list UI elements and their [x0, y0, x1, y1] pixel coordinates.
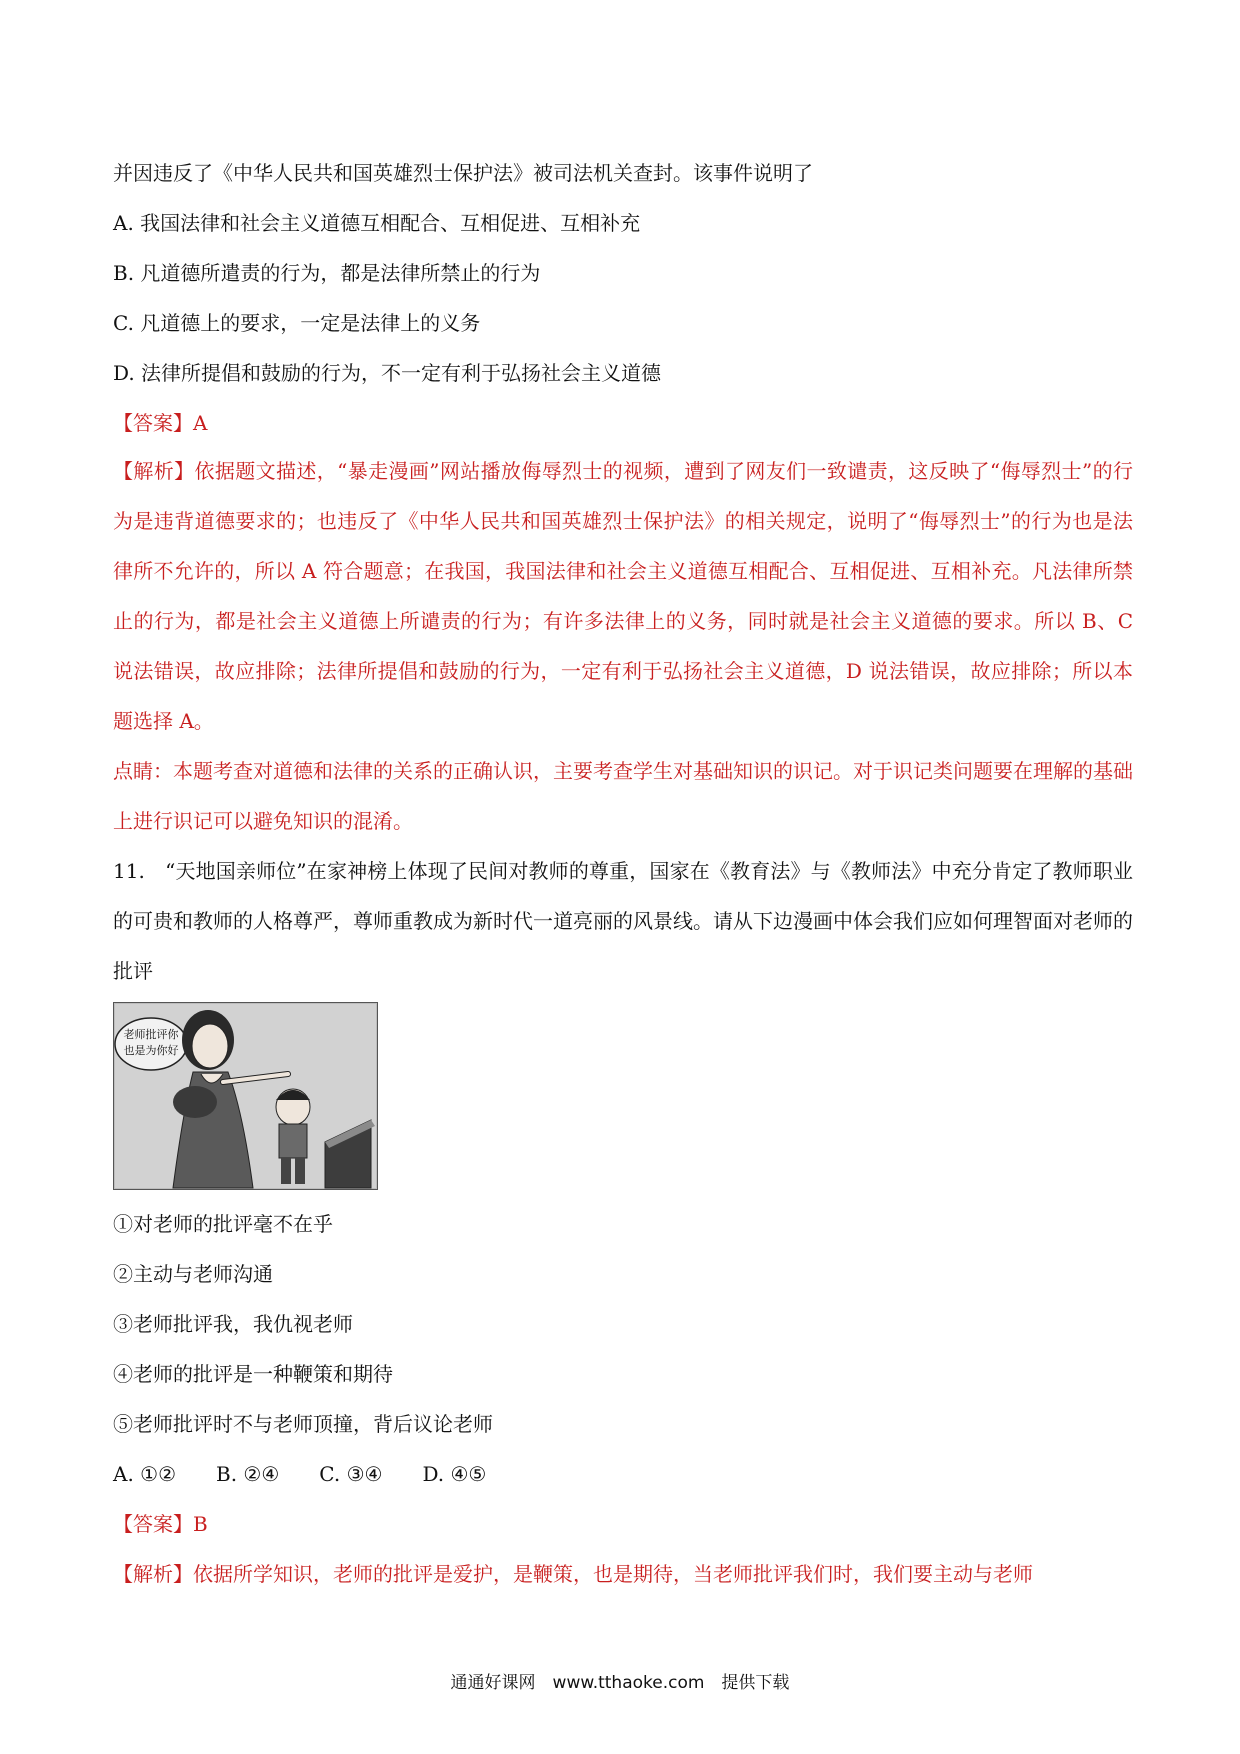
q11-choices: A. ①② B. ②④ C. ③④ D. ④⑤ [113, 1462, 487, 1486]
analysis-label: 【解析】 [113, 1562, 193, 1586]
intro-line: 并因违反了《中华人民共和国英雄烈士保护法》被司法机关查封。该事件说明了 [113, 161, 813, 185]
q10-option-a: A. 我国法律和社会主义道德互相配合、互相促进、互相补充 [113, 211, 641, 235]
analysis-text: 依据所学知识，老师的批评是爱护，是鞭策，也是期待，当老师批评我们时，我们要主动与老师 [193, 1562, 1033, 1586]
q10-analysis [113, 446, 1133, 746]
page-footer: 通通好课网 www.tthaoke.com 提供下载 [450, 1673, 790, 1693]
q10-answer [113, 411, 207, 435]
q11-item-3: ③老师批评我，我仇视老师 [113, 1312, 353, 1336]
cartoon-caption-line2: 也是为你好 [123, 1044, 179, 1057]
answer-label: 【答案】 [113, 1512, 193, 1536]
q11-stem: 11. “天地国亲师位”在家神榜上体现了民间对教师的尊重，国家在《教育法》与《教师法》中充分肯定了教师职业的可贵和教师的人格尊严，尊师重教成为新时代一道亮丽的风景线。请从下边漫画中体会我们应如何理智面对老师的批评 [113, 859, 1133, 983]
q11-analysis [113, 1562, 1033, 1586]
analysis-text: 依据题文描述，“暴走漫画”网站播放侮辱烈士的视频，遭到了网友们一致谴责，这反映了“侮辱烈士”的行为是违背道德要求的；也违反了《中华人民共和国英雄烈士保护法》的相关规定，说明了“侮辱烈士”的行为也是法律所不允许的，所以 A 符合题意；在我国，我国法律和社会主义道德互相配合、互相促进、互相补充。凡法律所禁止的行为，都是社会主义道德上所谴责的行为；有许多法律上的义务，同时就是社会主义道德的要求。所以 B、C 说法错误，故应排除；法律所提倡和鼓励的行为，一定有利于弘扬社会主义道德，D 说法错误，故应排除；所以本题选择 A。 [113, 459, 1133, 733]
answer-value: B [193, 1512, 208, 1536]
cartoon-image [113, 1002, 378, 1190]
q10-option-b: B. 凡道德所遣责的行为，都是法律所禁止的行为 [113, 261, 541, 285]
q11-item-5: ⑤老师批评时不与老师顶撞，背后议论老师 [113, 1412, 493, 1436]
answer-label: 【答案】 [113, 411, 193, 435]
q11-item-2: ②主动与老师沟通 [113, 1262, 273, 1286]
q11-item-4: ④老师的批评是一种鞭策和期待 [113, 1362, 393, 1386]
cartoon-illustration [113, 1002, 378, 1190]
q10-option-c: C. 凡道德上的要求，一定是法律上的义务 [113, 311, 481, 335]
analysis-label: 【解析】 [113, 459, 195, 483]
q11-answer [113, 1512, 208, 1536]
answer-value: A [193, 411, 208, 435]
q10-option-d: D. 法律所提倡和鼓励的行为，不一定有利于弘扬社会主义道德 [113, 361, 662, 385]
q10-comment: 点睛：本题考查对道德和法律的关系的正确认识，主要考查学生对基础知识的识记。对于识记类问题要在理解的基础上进行识记可以避免知识的混淆。 [113, 759, 1133, 833]
cartoon-caption-line1: 老师批评你 [123, 1028, 179, 1041]
q11-item-1: ①对老师的批评毫不在乎 [113, 1212, 333, 1236]
